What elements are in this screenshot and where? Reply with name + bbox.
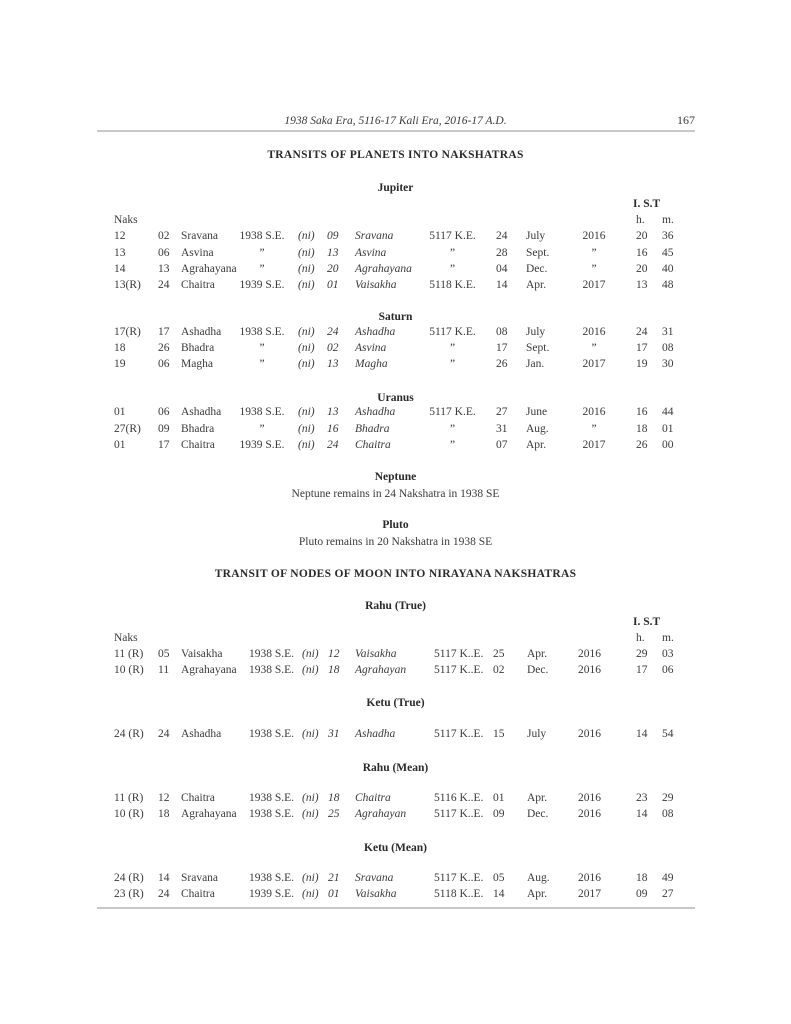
cell-ni-marker: (ni) bbox=[302, 888, 319, 900]
cell-saka-year: 1938 S.E. bbox=[239, 326, 285, 338]
page-number: 167 bbox=[677, 113, 695, 127]
cell-year: 2017 bbox=[578, 888, 601, 900]
cell-kali-year: ” bbox=[449, 439, 456, 451]
cell-day: 16 bbox=[327, 423, 339, 435]
cell-saka-year: 1939 S.E. bbox=[249, 888, 295, 900]
saturn-heading: Saturn bbox=[378, 311, 413, 323]
cell-day: 13 bbox=[327, 247, 339, 259]
cell-day: 25 bbox=[328, 808, 340, 820]
cell-year: 2016 bbox=[578, 728, 601, 740]
footer-rule bbox=[97, 907, 695, 909]
cell-saka-year: 1938 S.E. bbox=[249, 648, 295, 660]
cell-naks: 01 bbox=[114, 439, 126, 451]
cell-year: 2016 bbox=[578, 808, 601, 820]
cell-day: 21 bbox=[328, 872, 340, 884]
cell-naks: 12 bbox=[114, 230, 126, 242]
table-row bbox=[0, 439, 791, 455]
cell-naks: 19 bbox=[114, 358, 126, 370]
cell-kali-year: 5117 K..E. bbox=[434, 808, 484, 820]
cell-from-nakshatra: Agrahayana bbox=[181, 664, 237, 676]
cell-naks: 01 bbox=[114, 406, 126, 418]
cell-minute: 48 bbox=[662, 279, 674, 291]
cell-naks: 10 (R) bbox=[114, 808, 144, 820]
section-title-nodes: TRANSIT OF NODES OF MOON INTO NIRAYANA NAKSHATRAS bbox=[214, 568, 577, 580]
cell-hour: 18 bbox=[636, 423, 648, 435]
cell-from-nakshatra: Bhadra bbox=[181, 342, 215, 354]
cell-hour: 26 bbox=[636, 439, 648, 451]
cell-number: 06 bbox=[158, 406, 170, 418]
cell-month-name: Bhadra bbox=[355, 423, 390, 435]
cell-from-nakshatra: Chaitra bbox=[181, 792, 215, 804]
ist-label-nodes: I. S.T bbox=[633, 616, 661, 628]
cell-date: 15 bbox=[493, 728, 505, 740]
cell-month-name: Vaisakha bbox=[355, 648, 397, 660]
cell-from-nakshatra: Chaitra bbox=[181, 439, 215, 451]
cell-naks: 13 bbox=[114, 247, 126, 259]
cell-saka-year: ” bbox=[259, 342, 265, 354]
cell-minute: 54 bbox=[662, 728, 674, 740]
cell-month: Sept. bbox=[526, 247, 550, 259]
table-row bbox=[0, 263, 791, 279]
cell-hour: 23 bbox=[636, 792, 648, 804]
cell-number: 09 bbox=[158, 423, 170, 435]
cell-minute: 40 bbox=[662, 263, 674, 275]
cell-from-nakshatra: Ashadha bbox=[181, 728, 222, 740]
cell-from-nakshatra: Vaisakha bbox=[181, 648, 223, 660]
cell-kali-year: 5118 K.E. bbox=[429, 279, 476, 291]
cell-kali-year: 5117 K.E. bbox=[429, 326, 476, 338]
cell-minute: 36 bbox=[662, 230, 674, 242]
cell-from-nakshatra: Chaitra bbox=[181, 279, 215, 291]
cell-minute: 01 bbox=[662, 423, 674, 435]
cell-minute: 00 bbox=[662, 439, 674, 451]
cell-date: 26 bbox=[496, 358, 508, 370]
cell-number: 17 bbox=[158, 439, 170, 451]
cell-month-name: Vaisakha bbox=[355, 279, 397, 291]
cell-day: 24 bbox=[327, 326, 339, 338]
cell-from-nakshatra: Agrahayana bbox=[181, 808, 237, 820]
table-row bbox=[0, 872, 791, 888]
cell-kali-year: ” bbox=[449, 423, 456, 435]
cell-naks: 24 (R) bbox=[114, 728, 144, 740]
cell-date: 04 bbox=[496, 263, 508, 275]
jupiter-heading: Jupiter bbox=[377, 182, 414, 194]
cell-from-nakshatra: Magha bbox=[181, 358, 213, 370]
table-row bbox=[0, 808, 791, 824]
cell-day: 24 bbox=[327, 439, 339, 451]
cell-year: 2016 bbox=[582, 406, 606, 418]
cell-hour: 17 bbox=[636, 664, 648, 676]
cell-minute: 31 bbox=[662, 326, 674, 338]
cell-hour: 20 bbox=[636, 230, 648, 242]
cell-month-name: Magha bbox=[355, 358, 388, 370]
cell-month: Aug. bbox=[527, 872, 550, 884]
cell-date: 14 bbox=[493, 888, 505, 900]
cell-hour: 20 bbox=[636, 263, 648, 275]
cell-hour: 18 bbox=[636, 872, 648, 884]
cell-saka-year: 1938 S.E. bbox=[249, 808, 295, 820]
cell-ni-marker: (ni) bbox=[298, 279, 315, 291]
cell-from-nakshatra: Ashadha bbox=[181, 406, 222, 418]
minutes-label-nodes: m. bbox=[662, 632, 674, 644]
cell-minute: 44 bbox=[662, 406, 674, 418]
cell-minute: 29 bbox=[662, 792, 674, 804]
cell-date: 24 bbox=[496, 230, 508, 242]
cell-month: Apr. bbox=[526, 439, 547, 451]
cell-year: 2016 bbox=[578, 872, 601, 884]
cell-naks: 14 bbox=[114, 263, 126, 275]
cell-month: Sept. bbox=[526, 342, 550, 354]
pluto-heading: Pluto bbox=[382, 519, 409, 531]
cell-month-name: Chaitra bbox=[355, 439, 391, 451]
cell-number: 18 bbox=[158, 808, 170, 820]
cell-saka-year: 1939 S.E. bbox=[239, 439, 285, 451]
cell-hour: 14 bbox=[636, 808, 648, 820]
cell-kali-year: 5117 K..E. bbox=[434, 664, 484, 676]
cell-naks: 18 bbox=[114, 342, 126, 354]
cell-hour: 24 bbox=[636, 326, 648, 338]
cell-saka-year: 1938 S.E. bbox=[249, 664, 295, 676]
neptune-heading: Neptune bbox=[374, 471, 417, 483]
cell-year: 2017 bbox=[582, 439, 606, 451]
cell-date: 28 bbox=[496, 247, 508, 259]
cell-minute: 30 bbox=[662, 358, 674, 370]
cell-month: Jan. bbox=[526, 358, 545, 370]
cell-month-name: Ashadha bbox=[355, 326, 396, 338]
cell-from-nakshatra: Sravana bbox=[181, 230, 219, 242]
cell-naks: 24 (R) bbox=[114, 872, 144, 884]
cell-number: 06 bbox=[158, 358, 170, 370]
cell-number: 12 bbox=[158, 792, 170, 804]
cell-month-name: Agrahayan bbox=[355, 808, 407, 820]
cell-number: 05 bbox=[158, 648, 170, 660]
cell-month-name: Ashadha bbox=[355, 406, 396, 418]
cell-kali-year: ” bbox=[449, 263, 456, 275]
cell-hour: 17 bbox=[636, 342, 648, 354]
cell-saka-year: 1938 S.E. bbox=[249, 872, 295, 884]
cell-month-name: Agrahayana bbox=[355, 263, 412, 275]
hours-label-nodes: h. bbox=[636, 632, 645, 644]
cell-month-name: Sravana bbox=[355, 230, 394, 242]
cell-number: 17 bbox=[158, 326, 170, 338]
cell-year: 2016 bbox=[578, 792, 601, 804]
cell-day: 02 bbox=[327, 342, 339, 354]
cell-ni-marker: (ni) bbox=[302, 648, 319, 660]
uranus-heading: Uranus bbox=[377, 392, 414, 404]
cell-minute: 45 bbox=[662, 247, 674, 259]
cell-ni-marker: (ni) bbox=[302, 792, 319, 804]
cell-number: 13 bbox=[158, 263, 170, 275]
cell-hour: 19 bbox=[636, 358, 648, 370]
cell-ni-marker: (ni) bbox=[298, 406, 315, 418]
cell-saka-year: 1938 S.E. bbox=[239, 230, 285, 242]
cell-from-nakshatra: Sravana bbox=[181, 872, 219, 884]
cell-date: 27 bbox=[496, 406, 508, 418]
cell-number: 24 bbox=[158, 279, 170, 291]
cell-date: 01 bbox=[493, 792, 505, 804]
cell-saka-year: ” bbox=[259, 358, 265, 370]
cell-year: 2016 bbox=[582, 326, 606, 338]
cell-month: Aug. bbox=[526, 423, 549, 435]
cell-day: 12 bbox=[328, 648, 340, 660]
table-row bbox=[0, 230, 791, 246]
table-row bbox=[0, 358, 791, 374]
cell-date: 31 bbox=[496, 423, 508, 435]
cell-month: Dec. bbox=[527, 664, 549, 676]
cell-number: 24 bbox=[158, 728, 170, 740]
cell-month: Apr. bbox=[527, 888, 548, 900]
ketu-mean-heading: Ketu (Mean) bbox=[364, 842, 427, 854]
cell-number: 24 bbox=[158, 888, 170, 900]
cell-ni-marker: (ni) bbox=[298, 247, 315, 259]
cell-kali-year: 5117 K..E. bbox=[434, 648, 484, 660]
cell-naks: 13(R) bbox=[114, 279, 141, 291]
cell-ni-marker: (ni) bbox=[298, 439, 315, 451]
cell-kali-year: 5117 K.E. bbox=[429, 230, 476, 242]
cell-month-name: Sravana bbox=[355, 872, 394, 884]
cell-minute: 27 bbox=[662, 888, 674, 900]
cell-ni-marker: (ni) bbox=[298, 342, 315, 354]
cell-ni-marker: (ni) bbox=[302, 872, 319, 884]
cell-year: 2017 bbox=[582, 358, 606, 370]
cell-saka-year: 1939 S.E. bbox=[239, 279, 285, 291]
cell-year: 2016 bbox=[582, 230, 606, 242]
pluto-note: Pluto remains in 20 Nakshatra in 1938 SE bbox=[298, 536, 493, 548]
cell-month: June bbox=[526, 406, 548, 418]
cell-ni-marker: (ni) bbox=[298, 423, 315, 435]
naks-label: Naks bbox=[114, 214, 138, 226]
table-row bbox=[0, 423, 791, 439]
cell-kali-year: ” bbox=[449, 342, 456, 354]
naks-label-nodes: Naks bbox=[114, 632, 138, 644]
cell-number: 26 bbox=[158, 342, 170, 354]
cell-saka-year: ” bbox=[259, 247, 265, 259]
cell-from-nakshatra: Ashadha bbox=[181, 326, 222, 338]
cell-month-name: Asvina bbox=[355, 342, 387, 354]
cell-from-nakshatra: Chaitra bbox=[181, 888, 215, 900]
table-row bbox=[0, 888, 791, 904]
cell-kali-year: 5116 K..E. bbox=[434, 792, 484, 804]
cell-day: 18 bbox=[328, 792, 340, 804]
cell-ni-marker: (ni) bbox=[298, 326, 315, 338]
cell-saka-year: 1938 S.E. bbox=[239, 406, 285, 418]
table-row bbox=[0, 406, 791, 422]
cell-month-name: Asvina bbox=[355, 247, 387, 259]
cell-kali-year: ” bbox=[449, 247, 456, 259]
cell-minute: 08 bbox=[662, 808, 674, 820]
cell-naks: 17(R) bbox=[114, 326, 141, 338]
cell-kali-year: 5117 K.E. bbox=[429, 406, 476, 418]
cell-minute: 08 bbox=[662, 342, 674, 354]
cell-day: 20 bbox=[327, 263, 339, 275]
cell-month: Apr. bbox=[527, 792, 548, 804]
cell-from-nakshatra: Asvina bbox=[181, 247, 214, 259]
cell-year: 2016 bbox=[578, 648, 601, 660]
table-row bbox=[0, 648, 791, 664]
table-row bbox=[0, 247, 791, 263]
cell-month: July bbox=[526, 230, 546, 242]
cell-number: 14 bbox=[158, 872, 170, 884]
header-rule bbox=[97, 130, 695, 132]
cell-month: July bbox=[526, 326, 546, 338]
cell-month: Dec. bbox=[527, 808, 549, 820]
cell-month-name: Ashadha bbox=[355, 728, 396, 740]
section-title-planets: TRANSITS OF PLANETS INTO NAKSHATRAS bbox=[267, 149, 524, 161]
cell-kali-year: 5118 K..E. bbox=[434, 888, 484, 900]
cell-date: 09 bbox=[493, 808, 505, 820]
cell-date: 17 bbox=[496, 342, 508, 354]
cell-date: 07 bbox=[496, 439, 508, 451]
cell-naks: 11 (R) bbox=[114, 648, 144, 660]
cell-saka-year: 1938 S.E. bbox=[249, 792, 295, 804]
cell-day: 01 bbox=[328, 888, 340, 900]
cell-year: ” bbox=[591, 263, 597, 275]
cell-month-name: Agrahayan bbox=[355, 664, 407, 676]
rahu-true-heading: Rahu (True) bbox=[365, 600, 426, 612]
cell-from-nakshatra: Agrahayana bbox=[181, 263, 237, 275]
cell-kali-year: 5117 K..E. bbox=[434, 728, 484, 740]
cell-day: 09 bbox=[327, 230, 339, 242]
minutes-label: m. bbox=[662, 214, 674, 226]
cell-date: 25 bbox=[493, 648, 505, 660]
cell-hour: 16 bbox=[636, 247, 648, 259]
cell-day: 13 bbox=[327, 358, 339, 370]
cell-ni-marker: (ni) bbox=[298, 230, 315, 242]
cell-day: 01 bbox=[327, 279, 339, 291]
ist-label: I. S.T bbox=[633, 198, 661, 210]
cell-month: Apr. bbox=[527, 648, 548, 660]
cell-minute: 03 bbox=[662, 648, 674, 660]
cell-naks: 10 (R) bbox=[114, 664, 144, 676]
cell-ni-marker: (ni) bbox=[302, 728, 319, 740]
cell-ni-marker: (ni) bbox=[302, 664, 319, 676]
table-row bbox=[0, 792, 791, 808]
cell-hour: 09 bbox=[636, 888, 648, 900]
ketu-true-heading: Ketu (True) bbox=[366, 697, 425, 709]
cell-ni-marker: (ni) bbox=[302, 808, 319, 820]
cell-ni-marker: (ni) bbox=[298, 263, 315, 275]
cell-number: 11 bbox=[158, 664, 170, 676]
cell-saka-year: ” bbox=[259, 263, 265, 275]
cell-date: 05 bbox=[493, 872, 505, 884]
cell-month-name: Chaitra bbox=[355, 792, 391, 804]
cell-day: 18 bbox=[328, 664, 340, 676]
cell-date: 14 bbox=[496, 279, 508, 291]
cell-year: ” bbox=[591, 342, 597, 354]
hours-label: h. bbox=[636, 214, 645, 226]
cell-month: Dec. bbox=[526, 263, 548, 275]
cell-from-nakshatra: Bhadra bbox=[181, 423, 215, 435]
cell-year: 2016 bbox=[578, 664, 601, 676]
cell-month: Apr. bbox=[526, 279, 547, 291]
cell-hour: 16 bbox=[636, 406, 648, 418]
table-row bbox=[0, 728, 791, 744]
rahu-mean-heading: Rahu (Mean) bbox=[362, 762, 429, 774]
cell-hour: 13 bbox=[636, 279, 648, 291]
cell-kali-year: 5117 K..E. bbox=[434, 872, 484, 884]
cell-date: 08 bbox=[496, 326, 508, 338]
cell-year: ” bbox=[591, 423, 597, 435]
table-row bbox=[0, 342, 791, 358]
cell-number: 02 bbox=[158, 230, 170, 242]
running-title: 1938 Saka Era, 5116-17 Kali Era, 2016-17 A.D. bbox=[284, 115, 507, 127]
table-row bbox=[0, 279, 791, 295]
table-row bbox=[0, 664, 791, 680]
cell-naks: 11 (R) bbox=[114, 792, 144, 804]
cell-date: 02 bbox=[493, 664, 505, 676]
cell-saka-year: 1938 S.E. bbox=[249, 728, 295, 740]
cell-hour: 29 bbox=[636, 648, 648, 660]
table-row bbox=[0, 326, 791, 342]
cell-saka-year: ” bbox=[259, 423, 265, 435]
cell-day: 13 bbox=[327, 406, 339, 418]
cell-number: 06 bbox=[158, 247, 170, 259]
cell-hour: 14 bbox=[636, 728, 648, 740]
cell-year: 2017 bbox=[582, 279, 606, 291]
cell-minute: 06 bbox=[662, 664, 674, 676]
cell-day: 31 bbox=[328, 728, 340, 740]
cell-ni-marker: (ni) bbox=[298, 358, 315, 370]
cell-kali-year: ” bbox=[449, 358, 456, 370]
cell-minute: 49 bbox=[662, 872, 674, 884]
cell-month: July bbox=[527, 728, 547, 740]
cell-month-name: Vaisakha bbox=[355, 888, 397, 900]
cell-naks: 23 (R) bbox=[114, 888, 144, 900]
cell-naks: 27(R) bbox=[114, 423, 141, 435]
neptune-note: Neptune remains in 24 Nakshatra in 1938 SE bbox=[291, 488, 500, 500]
cell-year: ” bbox=[591, 247, 597, 259]
